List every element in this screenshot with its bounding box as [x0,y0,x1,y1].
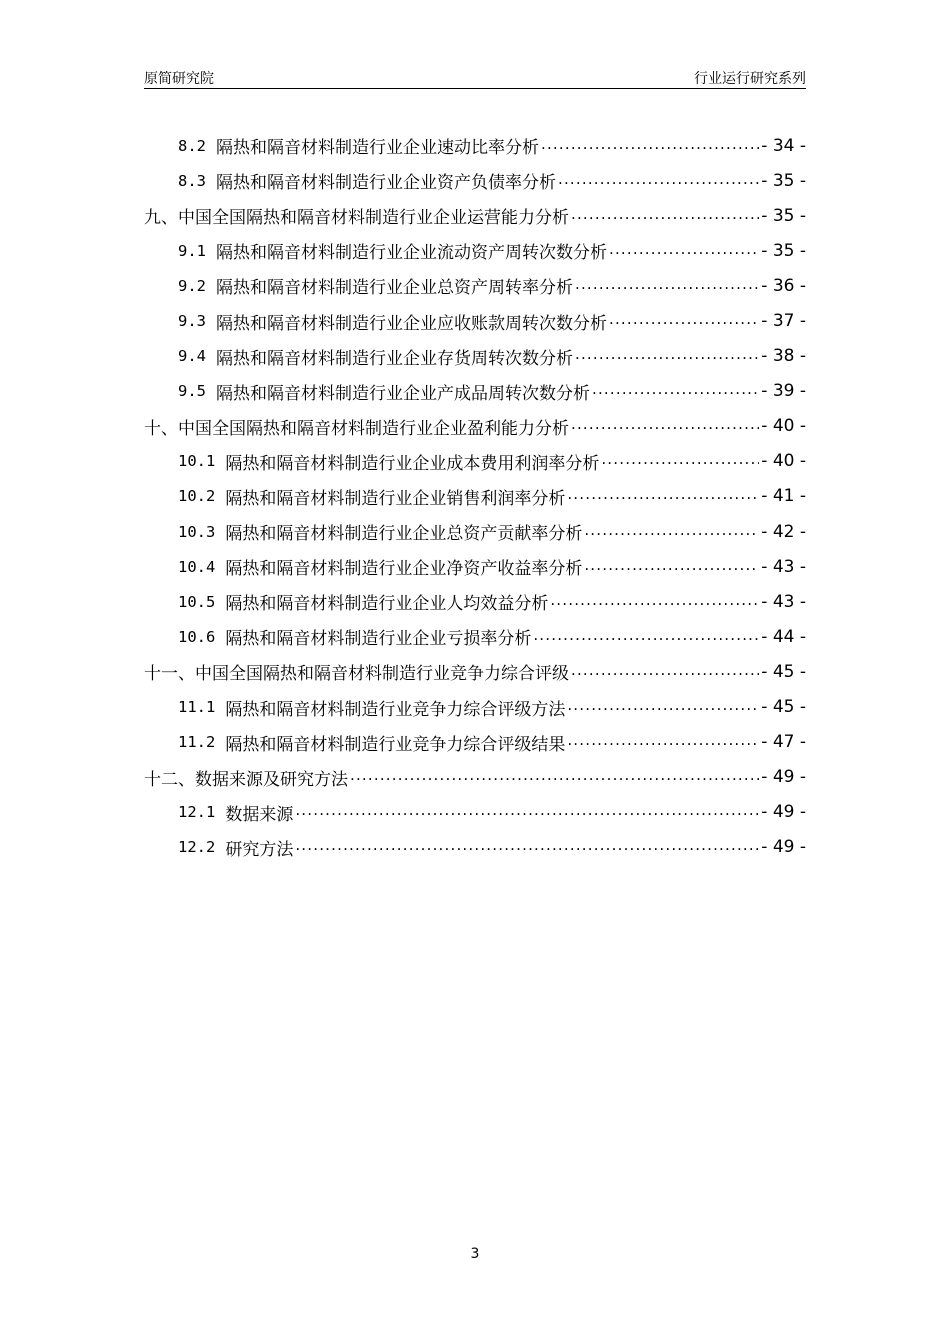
toc-entry-title: 十、中国全国隔热和隔音材料制造行业企业盈利能力分析 [144,418,569,439]
toc-entry-number: 9.1 [178,241,206,260]
toc-entry-title: 隔热和隔音材料制造行业企业流动资产周转次数分析 [216,243,607,264]
header-org-name: 原简研究院 [144,71,214,87]
toc-entry-number: 8.3 [178,171,206,190]
toc-entry-title: 隔热和隔音材料制造行业竞争力综合评级结果 [225,734,566,755]
toc-dot-leader [567,731,759,749]
toc-dot-leader [575,345,759,363]
toc-dot-leader [295,801,759,819]
toc-dot-leader [567,485,759,503]
toc-entry-title: 隔热和隔音材料制造行业企业人均效益分析 [225,594,549,615]
toc-dot-leader [609,310,759,328]
toc-entry-title: 隔热和隔音材料制造行业企业资产负债率分析 [216,173,556,194]
toc-entry-page: - 40 - [761,451,806,472]
toc-entry-title: 隔热和隔音材料制造行业企业产成品周转次数分析 [216,383,590,404]
toc-entry-title: 研究方法 [225,839,294,860]
toc-dot-leader [295,836,759,854]
toc-dot-leader [571,415,759,433]
toc-entry-number: 9.5 [178,382,206,401]
toc-entry[interactable] [144,654,806,689]
toc-entry-page: - 35 - [761,205,806,226]
toc-entry-page: - 34 - [761,135,806,156]
toc-entry[interactable] [144,339,806,374]
toc-entry-page: - 47 - [761,732,806,753]
toc-dot-leader [558,170,759,188]
toc-entry[interactable] [144,690,806,725]
toc-entry-page: - 39 - [761,381,806,402]
toc-entry-number: 10.5 [178,592,216,611]
toc-entry-number: 9.2 [178,276,206,295]
toc-entry-page: - 44 - [761,626,806,647]
toc-entry-page: - 49 - [761,837,806,858]
toc-dot-leader [584,556,759,574]
toc-entry-page: - 45 - [761,697,806,718]
toc-dot-leader [601,450,759,468]
toc-entry[interactable] [144,549,806,584]
toc-entry-title: 隔热和隔音材料制造行业企业存货周转次数分析 [216,348,573,369]
toc-entry-number: 10.2 [178,487,216,506]
toc-entry-number: 12.2 [178,838,216,857]
toc-dot-leader [350,766,759,784]
toc-dot-leader [550,591,759,609]
toc-entry-number: 10.3 [178,522,216,541]
toc-entry-page: - 35 - [761,170,806,191]
toc-entry-title: 隔热和隔音材料制造行业企业亏损率分析 [225,629,532,650]
toc-entry[interactable] [144,268,806,303]
toc-entry[interactable] [144,128,806,163]
toc-dot-leader [571,661,759,679]
toc-entry-title: 隔热和隔音材料制造行业企业总资产周转率分析 [216,278,573,299]
toc-entry-number: 10.4 [178,557,216,576]
toc-entry-page: - 49 - [761,767,806,788]
toc-entry-number: 12.1 [178,803,216,822]
toc-entry[interactable] [144,233,806,268]
toc-dot-leader [584,521,759,539]
toc-entry-number: 9.3 [178,312,206,331]
toc-entry-page: - 35 - [761,240,806,261]
toc-entry-page: - 49 - [761,802,806,823]
toc-entry-title: 数据来源 [225,804,294,825]
toc-entry[interactable] [144,303,806,338]
toc-entry-title: 隔热和隔音材料制造行业竞争力综合评级方法 [225,699,566,720]
toc-entry[interactable] [144,725,806,760]
toc-entry[interactable] [144,760,806,795]
toc-entry[interactable] [144,409,806,444]
toc-entry-title: 十二、数据来源及研究方法 [144,769,348,790]
toc-dot-leader [567,696,759,714]
toc-dot-leader [592,380,759,398]
page-header [144,66,806,89]
toc-entry-page: - 41 - [761,486,806,507]
toc-entry[interactable] [144,795,806,830]
toc-entry-page: - 37 - [761,311,806,332]
toc-entry-number: 11.1 [178,698,216,717]
toc-entry[interactable] [144,830,806,865]
toc-entry[interactable] [144,198,806,233]
toc-dot-leader [541,135,759,153]
toc-entry-page: - 43 - [761,556,806,577]
toc-dot-leader [533,626,759,644]
toc-entry-number: 8.2 [178,136,206,155]
toc-dot-leader [609,240,759,258]
toc-entry[interactable] [144,514,806,549]
toc-entry-page: - 42 - [761,521,806,542]
toc-entry-title: 隔热和隔音材料制造行业企业净资产收益率分析 [225,559,583,580]
toc-entry-title: 十一、中国全国隔热和隔音材料制造行业竞争力综合评级 [144,664,569,685]
table-of-contents [144,128,806,865]
toc-entry-page: - 43 - [761,591,806,612]
toc-entry-title: 隔热和隔音材料制造行业企业成本费用利润率分析 [225,453,600,474]
toc-entry-page: - 36 - [761,275,806,296]
toc-entry-title: 隔热和隔音材料制造行业企业速动比率分析 [216,138,539,159]
toc-entry-number: 11.2 [178,733,216,752]
toc-entry-title: 隔热和隔音材料制造行业企业总资产贡献率分析 [225,524,583,545]
toc-entry[interactable] [144,479,806,514]
toc-entry[interactable] [144,163,806,198]
toc-entry-title: 九、中国全国隔热和隔音材料制造行业企业运营能力分析 [144,208,569,229]
toc-entry-page: - 38 - [761,346,806,367]
toc-entry-number: 10.6 [178,627,216,646]
toc-entry-number: 10.1 [178,452,216,471]
toc-entry-page: - 45 - [761,661,806,682]
toc-entry[interactable] [144,444,806,479]
toc-dot-leader [571,205,759,223]
toc-entry-page: - 40 - [761,416,806,437]
toc-entry[interactable] [144,619,806,654]
toc-entry[interactable] [144,374,806,409]
toc-entry-number: 9.4 [178,347,206,366]
toc-entry-title: 隔热和隔音材料制造行业企业销售利润率分析 [225,488,566,509]
toc-entry-title: 隔热和隔音材料制造行业企业应收账款周转次数分析 [216,313,607,334]
header-series-name: 行业运行研究系列 [694,71,806,87]
page-number: 3 [470,1246,480,1262]
toc-entry[interactable] [144,584,806,619]
toc-dot-leader [575,275,759,293]
